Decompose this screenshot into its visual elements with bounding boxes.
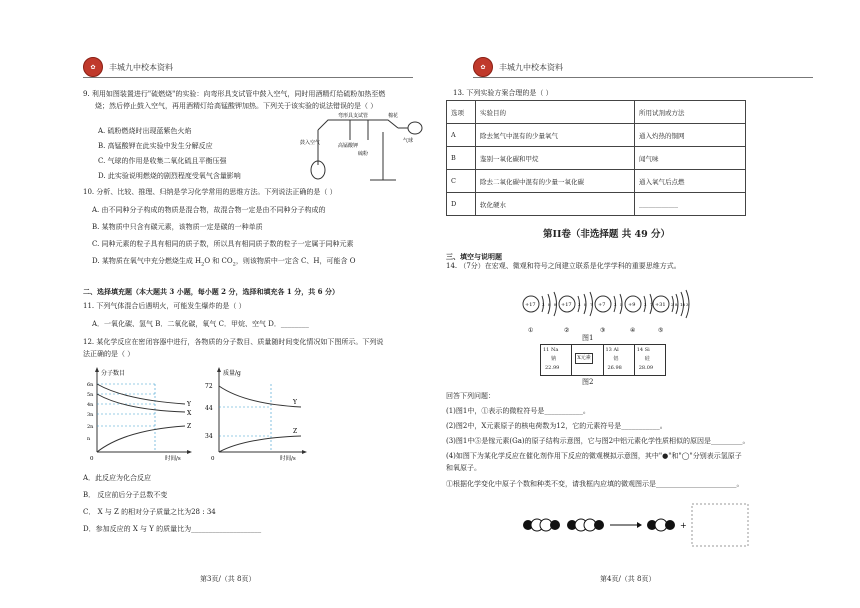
- element-cell-al: 13 Al 铝 26.98: [604, 345, 635, 375]
- atom-4: [625, 294, 653, 334]
- chart2-origin: 0: [211, 456, 215, 462]
- chart1-label-y: Y: [187, 401, 191, 408]
- table-row: C 除去二氧化碳中混有的少量一氧化碳 通入氧气后点燃: [447, 170, 746, 193]
- chart1-ytick-2n: 2n: [87, 424, 94, 430]
- left-header: [83, 57, 173, 77]
- q9-option-b: B. 高锰酸钾在此实验中发生分解反应: [98, 142, 213, 150]
- fig-label-kmno4: 高锰酸钾: [338, 143, 359, 149]
- svg-text:8: 8: [675, 302, 678, 307]
- chart1-series-z: [97, 426, 185, 452]
- left-footer-page-number: 第3页/（共 8页）: [200, 575, 256, 583]
- svg-text:18: 18: [680, 302, 686, 307]
- q14-reaction-diagram: [520, 502, 750, 548]
- fig-label-cotton: 棉花: [388, 113, 399, 119]
- figure-1-caption: 图1: [582, 334, 594, 342]
- chart1-ytick-4n: 4n: [87, 402, 94, 408]
- q10-option-c: C. 同种元素的粒子具有相同的质子数，所以具有相同质子数的粒子一定属于同种元素: [92, 240, 354, 248]
- q14-sub-2: (2)图2中，X元素原子的核电荷数为12，它的元素符号是___________。: [446, 422, 667, 430]
- chart2-ylabel: 质量/g: [223, 370, 241, 377]
- svg-text:④: ④: [630, 327, 636, 334]
- q14-stem: 14. （7分）在宏观、微观和符号之间建立联系是化学学科的重要思维方式。: [446, 262, 681, 270]
- right-footer-page-number: 第4页/（共 8页）: [600, 575, 656, 583]
- q12-chart-molecules: [85, 364, 195, 462]
- q9-apparatus-figure: [288, 110, 423, 185]
- atom-3: [595, 294, 623, 334]
- school-logo-icon: ✿: [83, 57, 103, 77]
- table-row: A 除去氮气中混有的少量氧气 通入灼热的铜网: [447, 124, 746, 147]
- q13-stem: 13. 下列实验方案合理的是（ ）: [453, 89, 553, 97]
- svg-text:7: 7: [590, 302, 593, 307]
- svg-text:2: 2: [578, 302, 581, 307]
- q14-atom-diagrams: [515, 288, 695, 336]
- chart2-series-z: [219, 436, 301, 452]
- chart1-origin: 0: [90, 456, 94, 462]
- chart2-series-y: [219, 386, 301, 407]
- q9-option-d: D. 此实验说明燃烧的剧烈程度受氧气含量影响: [98, 172, 241, 180]
- school-name: 丰城九中校本资料: [499, 62, 563, 72]
- chart2-label-z: Z: [293, 428, 298, 435]
- atom-2: [559, 292, 593, 334]
- element-cell-x: X元素: [572, 345, 603, 375]
- svg-text:⑤: ⑤: [658, 327, 664, 334]
- fig-label-tube: 弯形具支试管: [338, 113, 369, 119]
- q9-stem-1: 9. 利用如图装置进行"硫燃烧"的实验：向弯形具支试管中鼓入空气，同时用酒精灯给硫粉加热至燃: [83, 90, 386, 98]
- right-header: [473, 57, 563, 77]
- q9-option-c: C. 气球的作用是收集二氧化硫且平衡压强: [98, 157, 227, 165]
- q12-option-b: B． 反应前后分子总数不变: [83, 491, 168, 499]
- chart1-ytick-6n: 6n: [87, 382, 94, 388]
- q14-sub-4: (4)如图下为某化学反应在催化剂作用下反应的微观模拟示意图，其中"●"和"◯"分别表示氢原子: [446, 452, 742, 460]
- periodic-table-snippet: [540, 344, 666, 376]
- q11-options: A．一氧化碳、氢气 B．二氧化碳，氧气 C．甲烷、空气 D．________: [92, 320, 309, 328]
- svg-text:3: 3: [686, 302, 689, 307]
- q12-stem-2: 法正确的是（ ）: [83, 350, 135, 358]
- chart1-xlabel: 时间/s: [165, 456, 181, 462]
- table-header-row: [447, 101, 746, 124]
- svg-text:①: ①: [528, 327, 534, 334]
- q14-answer-intro: 回答下列问题：: [446, 392, 495, 400]
- section-3-heading: 三、填空与说明题: [446, 252, 502, 261]
- q14-sub-3: (3)图1中⑤是镓元素(Ga)的原子结构示意图，它与图2中铝元素化学性质相似的原因是_________。: [446, 437, 750, 445]
- right-page: [430, 0, 860, 608]
- element-cell-na: 11 Na 钠 22.99: [541, 345, 572, 375]
- svg-text:7: 7: [650, 302, 653, 307]
- table-row: D 软化硬水 ____________: [447, 193, 746, 216]
- q9-option-a: A. 硫粉燃烧时出现蓝紫色火焰: [98, 127, 192, 135]
- q13-table: [446, 100, 746, 216]
- table-header-cell: 所用试剂或方法: [635, 101, 746, 124]
- svg-text:+9: +9: [628, 302, 636, 308]
- q10-option-d: D. 某物质在氧气中充分燃烧生成 $H_2O$ 和 $CO_2$，则该物质中一定含 C、H，可能含 O: [92, 257, 356, 268]
- section-2-heading: 二、选择填充题（本大题共 3 小题，每小题 2 分，选择和填充各 1 分，共 6 分）: [83, 287, 339, 296]
- chart2-ytick-72: 72: [205, 383, 213, 390]
- atom-1: [523, 292, 557, 334]
- q10-stem: 10. 分析、比较、推理、归纳是学习化学常用的思维方法。下列说法正确的是（ ）: [83, 188, 337, 196]
- q14-sub-5: ①根据化学变化中原子个数和种类不变，请我框内应填的微观图示是_______________________。: [446, 480, 744, 488]
- part2-title: 第II卷（非选择题 共 49 分）: [543, 229, 671, 240]
- q10-option-a: A. 由不同种分子构成的物质是混合物，故混合物一定是由不同种分子构成的: [92, 206, 326, 214]
- chart1-label-x: X: [187, 410, 192, 417]
- q12-option-a: A．此反应为化合反应: [83, 474, 152, 482]
- chart2-label-y: Y: [293, 399, 297, 406]
- svg-text:2: 2: [671, 302, 674, 307]
- svg-text:②: ②: [564, 327, 570, 334]
- svg-text:+7: +7: [598, 302, 606, 308]
- q14-sub-4-cont: 和氧原子。: [446, 464, 481, 472]
- q12-chart-mass: [205, 364, 310, 462]
- svg-text:2: 2: [644, 302, 647, 307]
- chart2-ytick-34: 34: [205, 433, 213, 440]
- school-name: 丰城九中校本资料: [109, 62, 173, 72]
- svg-text:+31: +31: [655, 302, 666, 308]
- chart1-label-z: Z: [187, 423, 192, 430]
- svg-text:8: 8: [548, 302, 551, 307]
- fig-label-pump: 鼓入空气: [300, 140, 321, 146]
- fig-label-sulfur: 硫粉: [358, 151, 369, 157]
- svg-text:+17: +17: [525, 302, 536, 308]
- chart1-ylabel: 分子数目: [101, 370, 126, 377]
- answer-box: [692, 504, 748, 546]
- chart1-ytick-n: n: [87, 436, 91, 442]
- q12-option-c: C． X 与 Z 的相对分子质量之比为28 : 34: [83, 508, 216, 516]
- q14-sub-1: (1)图1中，①表示的微粒符号是___________。: [446, 407, 590, 415]
- q11-stem: 11. 下列气体混合后遇明火，可能发生爆炸的是（ ）: [83, 302, 246, 310]
- svg-text:+17: +17: [561, 302, 572, 308]
- svg-text:2: 2: [542, 302, 545, 307]
- chart1-ytick-3n: 3n: [87, 412, 94, 418]
- svg-text:5: 5: [620, 302, 623, 307]
- fig-label-balloon: 气球: [403, 138, 414, 144]
- chart2-xlabel: 时间/s: [280, 456, 296, 462]
- chart2-ytick-44: 44: [205, 405, 213, 412]
- svg-text:8: 8: [584, 302, 587, 307]
- chart1-ytick-5n: 5n: [87, 392, 94, 398]
- q9-stem-2: 烧；然后停止鼓入空气，再用酒精灯给高锰酸钾加热。下列关于该实验的说法错误的是（ ）: [95, 102, 378, 110]
- svg-text:③: ③: [600, 327, 606, 334]
- school-logo-icon: ✿: [473, 57, 493, 77]
- svg-text:2: 2: [614, 302, 617, 307]
- svg-text:8: 8: [554, 302, 557, 307]
- atom-5: [653, 290, 689, 334]
- table-row: B 鉴别一氧化碳和甲烷 闻气味: [447, 147, 746, 170]
- element-cell-si: 14 Si 硅 28.09: [636, 347, 654, 371]
- q12-stem-1: 12. 某化学反应在密闭容器中进行，各物质的分子数目、质量随时间变化情况如下图所示。下列说: [83, 338, 384, 346]
- table-header-cell: 实验目的: [476, 101, 635, 124]
- q12-option-d: D．参加反应的 X 与 Y 的质量比为____________________: [83, 525, 262, 533]
- q10-option-b: B. 某物质中只含有碳元素，该物质一定是碳的一种单质: [92, 223, 263, 231]
- plus-sign: +: [680, 521, 687, 530]
- figure-2-caption: 图2: [582, 378, 594, 386]
- table-header-cell: 选项: [447, 101, 476, 124]
- header-rule: [473, 77, 813, 78]
- header-rule: [83, 77, 413, 78]
